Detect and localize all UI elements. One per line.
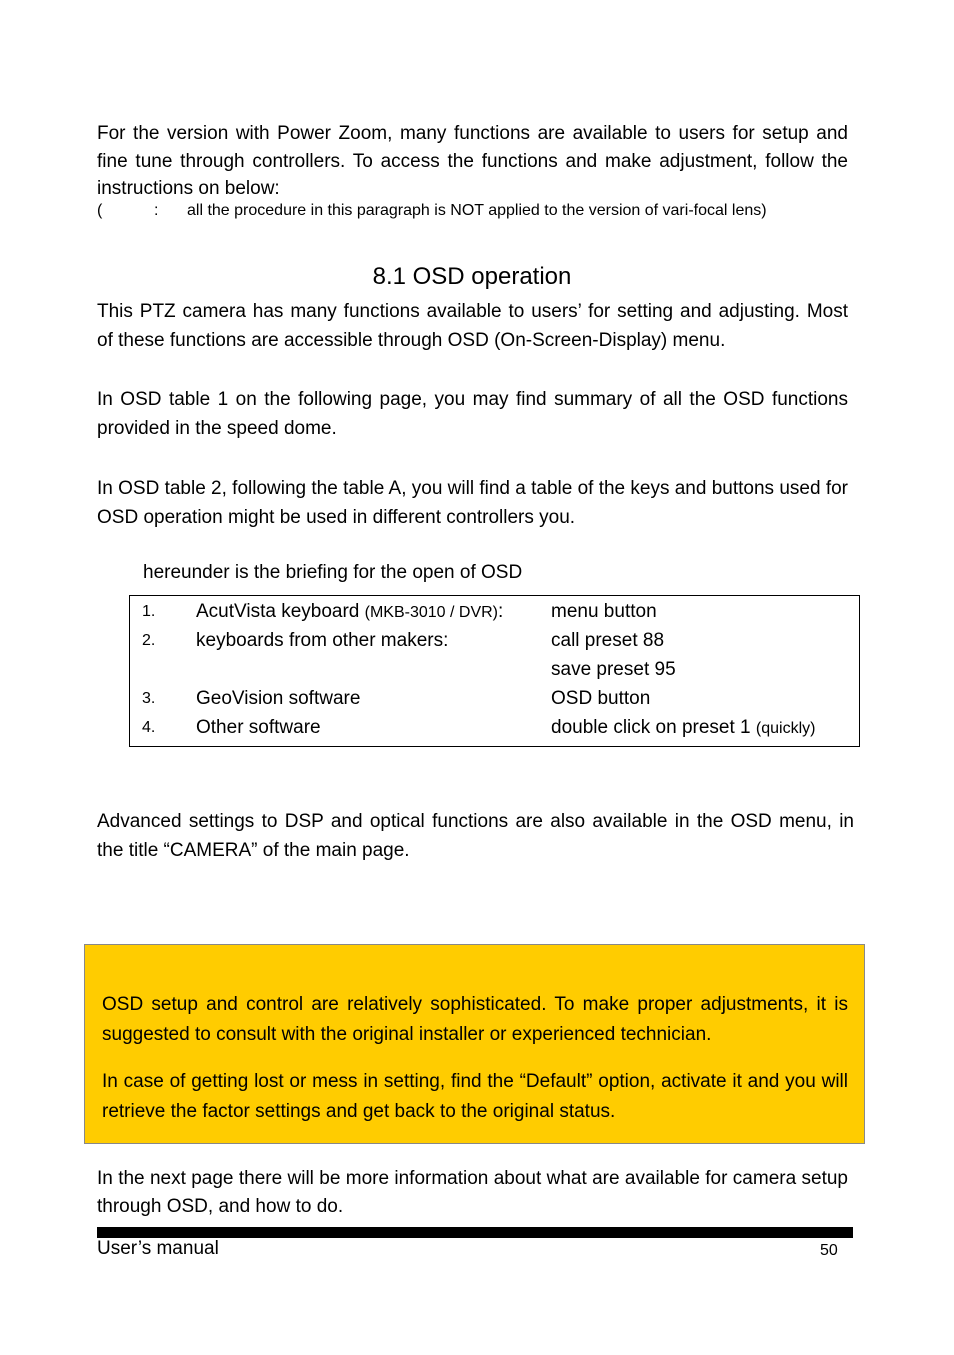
row-number: 4. xyxy=(142,719,156,736)
table-row xyxy=(130,684,859,713)
scope-note xyxy=(97,202,848,226)
table-row xyxy=(130,626,859,655)
row-value-note: (quickly) xyxy=(755,720,816,737)
body-paragraph-3: In OSD table 2, following the table A, you will find a table of the keys and buttons used for OSD operation might be used in different controllers you. xyxy=(97,478,848,528)
row-value-text: double click on preset 1 xyxy=(551,717,756,738)
row-value: OSD button xyxy=(551,688,651,709)
warning-box xyxy=(84,944,865,1144)
row-label xyxy=(196,597,503,627)
row-number: 3. xyxy=(142,690,156,707)
section-heading: 8.1 OSD operation xyxy=(372,263,572,290)
row-label: keyboards from other makers: xyxy=(196,630,449,651)
row-label: Other software xyxy=(196,717,321,738)
note-colon: : xyxy=(154,202,159,219)
row-value xyxy=(551,713,815,743)
row-value: menu button xyxy=(551,601,657,622)
row-label-text: AcutVista keyboard xyxy=(196,601,365,622)
warning-paragraph-2: In case of getting lost or mess in setting, find the “Default” option, activate it and you will retrieve the factor settings and get back to the original status. xyxy=(102,1071,848,1122)
osd-open-table xyxy=(129,595,860,747)
advanced-settings-paragraph: Advanced settings to DSP and optical functions are also available in the OSD menu, in the title “CAMERA” of the main page. xyxy=(97,811,854,861)
note-text: all the procedure in this paragraph is NOT applied to the version of vari-focal lens) xyxy=(187,202,767,219)
footer-rule xyxy=(97,1227,853,1238)
intro-paragraph: For the version with Power Zoom, many functions are available to users for setup and fine tune through controllers. To access the functions and make adjustment, follow the instructions on below: xyxy=(97,123,848,199)
row-label: GeoVision software xyxy=(196,688,361,709)
body-paragraph-2: In OSD table 1 on the following page, you may find summary of all the OSD functions provided in the speed dome. xyxy=(97,389,848,439)
table-row xyxy=(130,597,859,626)
row-number: 2. xyxy=(142,632,156,649)
warning-paragraph-1: OSD setup and control are relatively sophisticated. To make proper adjustments, it is suggested to consult with the original installer or experienced technician. xyxy=(102,994,848,1045)
table-row xyxy=(130,655,859,684)
briefing-intro: hereunder is the briefing for the open of OSD xyxy=(143,562,523,583)
row-value: save preset 95 xyxy=(551,659,676,680)
row-number: 1. xyxy=(142,603,156,620)
body-paragraph-1: This PTZ camera has many functions available to users’ for setting and adjusting. Most of these functions are accessible through OSD (On-Screen-Display) menu. xyxy=(97,301,848,351)
page-number: 50 xyxy=(820,1242,838,1259)
row-label-suffix: : xyxy=(498,601,504,622)
row-label-model: (MKB-3010 / DVR) xyxy=(364,604,499,621)
row-value: call preset 88 xyxy=(551,630,665,651)
next-page-paragraph: In the next page there will be more information about what are available for camera setup through OSD, and how to do. xyxy=(97,1168,848,1217)
table-row xyxy=(130,713,859,742)
footer-title: User’s manual xyxy=(97,1238,219,1259)
note-open-paren: ( xyxy=(97,202,103,219)
